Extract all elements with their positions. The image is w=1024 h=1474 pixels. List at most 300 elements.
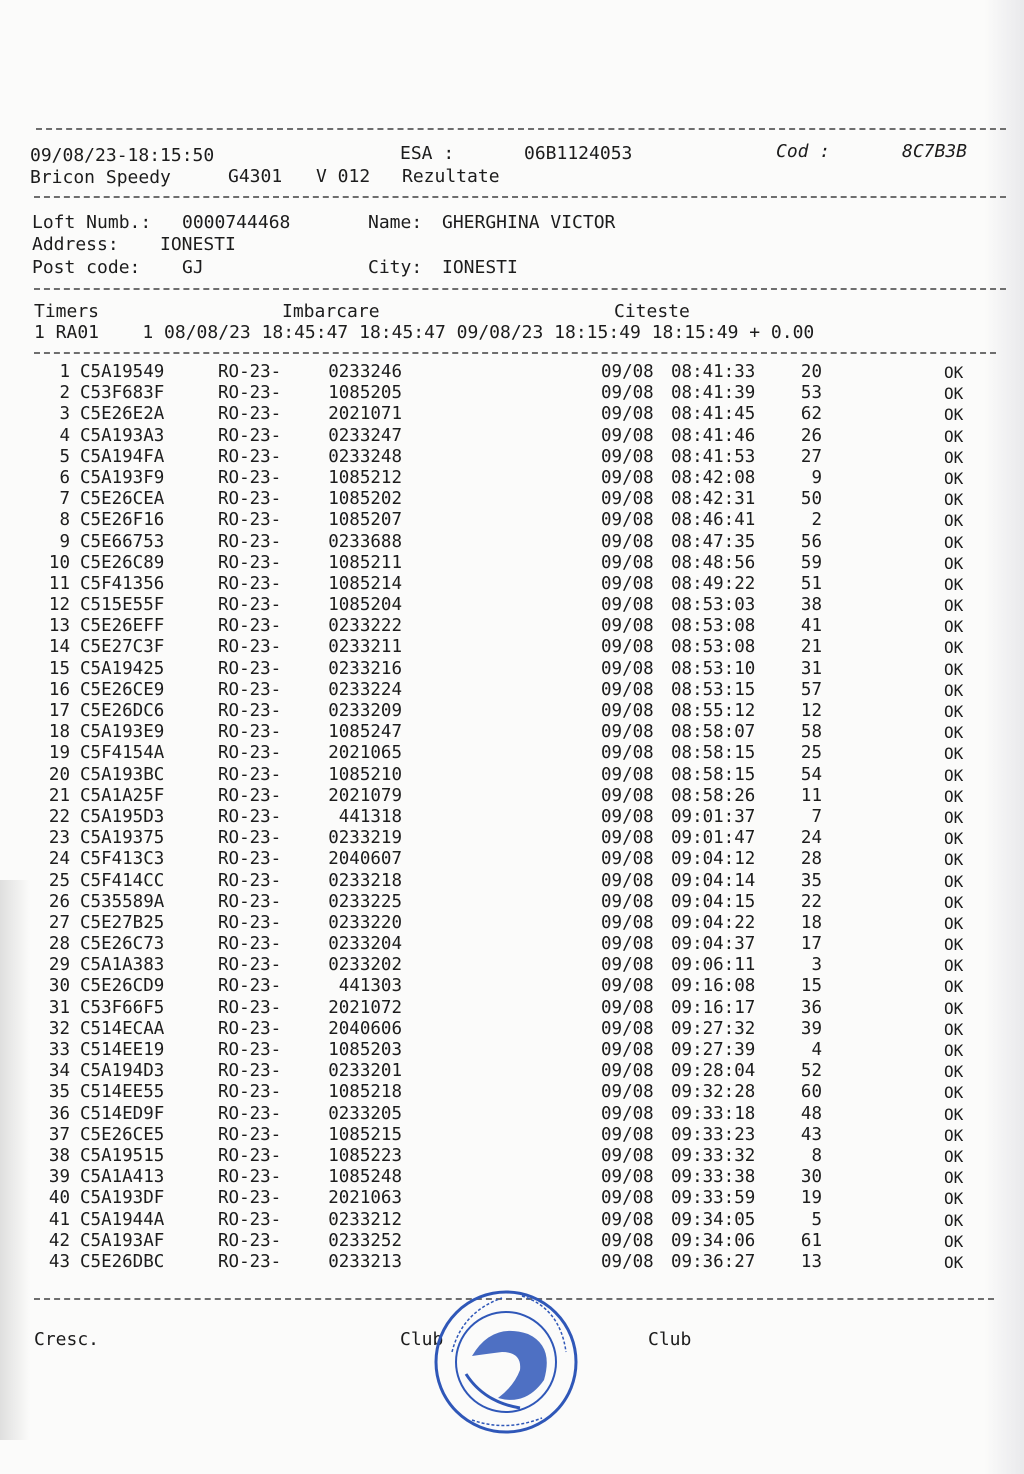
arrival-date: 09/08 [601,1230,654,1251]
arrival-time: 09:28:04 [671,1061,756,1082]
row-index: 18 [48,722,70,743]
arrival-time: 08:42:08 [671,467,756,488]
position: 50 [800,489,822,510]
table-row [0,765,1024,786]
ring-number: 0233225 [328,891,402,912]
arrival-date: 09/08 [601,955,654,976]
row-index: 23 [48,828,70,849]
position: 61 [800,1230,822,1251]
ring-number: 1085218 [328,1082,402,1103]
status-ok: OK [944,1019,964,1039]
arrival-date: 09/08 [601,637,654,658]
ring-number: 0233222 [328,616,402,637]
ring-number: 2021065 [328,743,402,764]
arrival-date: 09/08 [601,531,654,552]
row-index: 33 [48,1040,70,1060]
ring-prefix: RO-23- [218,1145,282,1166]
name-value: GHERGHINA VICTOR [442,212,616,233]
arrival-time: 08:47:35 [671,531,756,552]
arrival-date: 09/08 [601,1061,654,1082]
imbarcare-header: Imbarcare [282,301,380,322]
separator-header [34,196,1006,198]
arrival-time: 08:41:39 [671,383,756,404]
ring-number: 1085203 [328,1040,402,1060]
position: 30 [800,1167,822,1188]
ring-prefix: RO-23- [218,446,282,467]
arrival-date: 09/08 [601,1082,654,1103]
row-index: 3 [59,404,70,425]
device-name: Bricon Speedy [30,167,171,188]
ring-prefix: RO-23- [218,362,282,382]
ring-number: 0233224 [328,679,402,700]
cresc-label: Cresc. [34,1329,100,1350]
status-ok: OK [944,1041,964,1060]
arrival-date: 09/08 [601,828,654,849]
status-ok: OK [944,1062,964,1082]
position: 31 [800,658,822,679]
table-row [0,913,1024,934]
ring-number: 1085248 [328,1167,402,1188]
citeste-header: Citeste [614,301,690,322]
position: 18 [800,912,822,933]
separator-fancier [34,288,1006,290]
position: 25 [800,743,822,764]
position: 28 [800,849,822,870]
arrival-date: 09/08 [601,701,654,721]
ring-prefix: RO-23- [218,679,282,700]
position: 36 [800,997,822,1018]
status-ok: OK [944,1125,964,1145]
arrival-time: 08:41:45 [671,404,756,425]
chip-code: C53F683F [80,383,165,404]
status-ok: OK [944,405,964,425]
device-model: G4301 [228,166,283,187]
arrival-time: 09:04:14 [671,870,756,891]
arrival-date: 09/08 [601,1124,654,1145]
status-ok: OK [944,1104,964,1124]
chip-code: C5A193DF [80,1188,165,1209]
position: 26 [800,425,822,446]
table-row [0,1252,1024,1273]
ring-number: 0233205 [328,1103,402,1124]
position: 62 [800,404,822,425]
position: 9 [811,467,822,488]
arrival-date: 09/08 [601,1251,654,1272]
table-row [0,828,1024,849]
status-ok: OK [944,786,964,806]
status-ok: OK [944,829,964,849]
ring-prefix: RO-23- [218,828,282,849]
row-index: 17 [48,701,70,721]
table-row [0,637,1024,658]
chip-code: C5A194FA [80,446,165,467]
table-row [0,892,1024,913]
report-title: Rezultate [402,166,500,187]
row-index: 37 [48,1124,70,1145]
club-label-left: Club [400,1329,444,1350]
separator-top [36,128,1006,130]
arrival-date: 09/08 [601,573,654,594]
row-index: 14 [48,637,70,658]
chip-code: C514ED9F [80,1103,165,1124]
status-ok: OK [944,913,964,933]
arrival-date: 09/08 [601,1145,654,1166]
city-label: City: [368,257,423,278]
arrival-time: 09:27:32 [671,1018,756,1039]
position: 8 [811,1145,822,1166]
row-index: 43 [48,1251,70,1272]
status-ok: OK [944,892,964,912]
arrival-time: 09:33:18 [671,1103,756,1124]
table-row [0,659,1024,680]
position: 17 [800,934,822,955]
arrival-time: 09:36:27 [671,1251,756,1272]
row-index: 4 [59,425,70,446]
chip-code: C5F414CC [80,870,165,891]
row-index: 40 [48,1188,70,1209]
ring-number: 1085223 [328,1145,402,1166]
table-row [0,1019,1024,1040]
ring-prefix: RO-23- [218,1167,282,1188]
ring-number: 0233219 [328,828,402,849]
position: 56 [800,531,822,552]
status-ok: OK [944,702,964,721]
arrival-date: 09/08 [601,658,654,679]
ring-prefix: RO-23- [218,658,282,679]
table-row [0,722,1024,743]
arrival-date: 09/08 [601,1103,654,1124]
arrival-time: 08:53:08 [671,637,756,658]
position: 19 [800,1188,822,1209]
row-index: 36 [48,1103,70,1124]
position: 43 [800,1124,822,1145]
table-row [0,383,1024,404]
chip-code: C5E26DC6 [80,701,165,721]
row-index: 30 [48,976,70,997]
row-index: 26 [48,891,70,912]
arrival-time: 08:41:33 [671,362,756,382]
ring-prefix: RO-23- [218,1061,282,1082]
post-code-label: Post code: [32,257,141,278]
arrival-date: 09/08 [601,1209,654,1230]
arrival-time: 08:53:08 [671,616,756,637]
chip-code: C5A1A383 [80,955,165,976]
ring-number: 1085205 [328,383,402,404]
table-row [0,955,1024,976]
status-ok: OK [944,1210,964,1230]
position: 48 [800,1103,822,1124]
arrival-time: 08:58:15 [671,764,756,785]
arrival-date: 09/08 [601,489,654,510]
table-row [0,1146,1024,1167]
ring-number: 1085215 [328,1124,402,1145]
position: 39 [800,1018,822,1039]
arrival-time: 08:46:41 [671,510,756,531]
table-row [0,1231,1024,1252]
chip-code: C5A19425 [80,658,165,679]
status-ok: OK [944,1189,964,1209]
status-ok: OK [944,1083,964,1103]
position: 57 [800,679,822,700]
ring-number: 2021079 [328,785,402,806]
club-label-right: Club [648,1329,692,1350]
position: 7 [811,806,822,827]
ring-prefix: RO-23- [218,912,282,933]
chip-code: C5A193BC [80,764,165,785]
ring-prefix: RO-23- [218,425,282,446]
address-value: IONESTI [160,234,236,255]
status-ok: OK [944,511,964,531]
arrival-date: 09/08 [601,1018,654,1039]
table-row [0,553,1024,574]
device-version: V 012 [316,166,371,187]
arrival-date: 09/08 [601,722,654,743]
status-ok: OK [944,977,964,997]
arrival-time: 09:33:23 [671,1124,756,1145]
chip-code: C5E26F16 [80,510,165,531]
table-row [0,1061,1024,1082]
ring-number: 0233688 [328,531,402,552]
ring-number: 2040606 [328,1018,402,1039]
arrival-date: 09/08 [601,870,654,891]
status-ok: OK [944,1231,964,1251]
table-row [0,1188,1024,1209]
ring-prefix: RO-23- [218,1018,282,1039]
status-ok: OK [944,617,964,637]
ring-number: 0233252 [328,1230,402,1251]
row-index: 11 [48,573,70,594]
row-index: 25 [48,870,70,891]
status-ok: OK [944,468,964,488]
arrival-date: 09/08 [601,976,654,997]
arrival-time: 08:41:53 [671,446,756,467]
status-ok: OK [944,447,964,467]
ring-prefix: RO-23- [218,595,282,616]
table-row [0,595,1024,616]
arrival-date: 09/08 [601,849,654,870]
arrival-time: 09:04:37 [671,934,756,955]
ring-number: 0233216 [328,658,402,679]
chip-code: C5A19375 [80,828,165,849]
print-datetime: 09/08/23-18:15:50 [30,145,215,166]
ring-prefix: RO-23- [218,1230,282,1251]
ring-prefix: RO-23- [218,891,282,912]
table-row [0,743,1024,764]
arrival-date: 09/08 [601,934,654,955]
ring-number: 0233204 [328,934,402,955]
ring-number: 0233212 [328,1209,402,1230]
position: 4 [811,1040,822,1060]
arrival-time: 08:58:26 [671,785,756,806]
cod-value: 8C7B3B [902,141,968,162]
status-ok: OK [944,638,964,658]
row-index: 27 [48,912,70,933]
name-label: Name: [368,212,423,233]
status-ok: OK [944,426,964,446]
ring-number: 2021072 [328,997,402,1018]
ring-number: 0233220 [328,912,402,933]
ring-prefix: RO-23- [218,1082,282,1103]
ring-number: 0233218 [328,870,402,891]
chip-code: C514EE19 [80,1040,165,1060]
status-ok: OK [944,850,964,870]
chip-code: C5A19515 [80,1145,165,1166]
chip-code: C5E26CE9 [80,679,165,700]
table-row [0,1104,1024,1125]
ring-prefix: RO-23- [218,489,282,510]
ring-number: 1085204 [328,595,402,616]
loft-value: 0000744468 [182,212,291,233]
ring-prefix: RO-23- [218,764,282,785]
ring-prefix: RO-23- [218,1188,282,1209]
ring-number: 0233213 [328,1251,402,1272]
arrival-date: 09/08 [601,679,654,700]
arrival-time: 09:06:11 [671,955,756,976]
arrival-time: 09:04:15 [671,891,756,912]
ring-number: 0233201 [328,1061,402,1082]
arrival-time: 08:58:15 [671,743,756,764]
chip-code: C5A194D3 [80,1061,165,1082]
position: 59 [800,552,822,573]
row-index: 35 [48,1082,70,1103]
ring-number: 0233211 [328,637,402,658]
row-index: 38 [48,1145,70,1166]
row-index: 22 [48,806,70,827]
post-code-value: GJ [182,257,204,278]
table-row [0,807,1024,828]
arrival-time: 09:01:47 [671,828,756,849]
chip-code: C535589A [80,891,165,912]
status-ok: OK [944,490,964,510]
status-ok: OK [944,1252,964,1272]
status-ok: OK [944,765,964,785]
arrival-time: 08:48:56 [671,552,756,573]
status-ok: OK [944,807,964,827]
chip-code: C5E26CD9 [80,976,165,997]
row-index: 39 [48,1167,70,1188]
row-index: 21 [48,785,70,806]
table-row [0,701,1024,722]
chip-code: C5A1A25F [80,785,165,806]
position: 13 [800,1251,822,1272]
position: 3 [811,955,822,976]
chip-code: C5E66753 [80,531,165,552]
row-index: 13 [48,616,70,637]
row-index: 1 [59,362,70,382]
status-ok: OK [944,1168,964,1188]
ring-number: 1085247 [328,722,402,743]
status-ok: OK [944,384,964,404]
position: 11 [800,785,822,806]
table-row [0,998,1024,1019]
ring-prefix: RO-23- [218,785,282,806]
ring-number: 0233202 [328,955,402,976]
table-row [0,976,1024,997]
timer-line: 1 RA01 1 08/08/23 18:45:47 18:45:47 09/08/23 18:15:49 18:15:49 + 0.00 [34,322,815,343]
status-ok: OK [944,532,964,552]
ring-prefix: RO-23- [218,383,282,404]
ring-prefix: RO-23- [218,1040,282,1060]
status-ok: OK [944,744,964,764]
ring-prefix: RO-23- [218,955,282,976]
ring-prefix: RO-23- [218,616,282,637]
row-index: 42 [48,1230,70,1251]
ring-number: 1085207 [328,510,402,531]
table-row [0,489,1024,510]
table-row [0,849,1024,870]
status-ok: OK [944,1146,964,1166]
position: 52 [800,1061,822,1082]
ring-number: 2021063 [328,1188,402,1209]
table-row [0,934,1024,955]
table-row [0,447,1024,468]
esa-value: 06B1124053 [524,143,633,164]
ring-prefix: RO-23- [218,1103,282,1124]
arrival-time: 09:04:12 [671,849,756,870]
chip-code: C5E27B25 [80,912,165,933]
chip-code: C5E26C89 [80,552,165,573]
ring-prefix: RO-23- [218,1124,282,1145]
arrival-date: 09/08 [601,595,654,616]
table-row [0,871,1024,892]
ring-number: 441318 [338,806,402,827]
ring-prefix: RO-23- [218,531,282,552]
ring-prefix: RO-23- [218,1251,282,1272]
ring-number: 1085210 [328,764,402,785]
arrival-time: 09:32:28 [671,1082,756,1103]
arrival-date: 09/08 [601,510,654,531]
row-index: 28 [48,934,70,955]
ring-number: 0233209 [328,701,402,721]
ring-number: 0233247 [328,425,402,446]
chip-code: C5A193AF [80,1230,165,1251]
position: 15 [800,976,822,997]
ring-prefix: RO-23- [218,870,282,891]
chip-code: C5E26DBC [80,1251,165,1272]
table-row [0,1167,1024,1188]
arrival-date: 09/08 [601,806,654,827]
table-row [0,786,1024,807]
table-row [0,616,1024,637]
position: 20 [800,362,822,382]
chip-code: C5E27C3F [80,637,165,658]
position: 27 [800,446,822,467]
status-ok: OK [944,574,964,594]
table-row [0,1125,1024,1146]
arrival-date: 09/08 [601,552,654,573]
row-index: 41 [48,1209,70,1230]
arrival-date: 09/08 [601,1040,654,1060]
arrival-time: 09:04:22 [671,912,756,933]
arrival-date: 09/08 [601,891,654,912]
arrival-time: 08:53:10 [671,658,756,679]
arrival-time: 08:42:31 [671,489,756,510]
row-index: 6 [59,467,70,488]
arrival-time: 09:34:06 [671,1230,756,1251]
status-ok: OK [944,553,964,573]
ring-prefix: RO-23- [218,1209,282,1230]
cod-label: Cod : [776,141,831,162]
arrival-time: 08:53:15 [671,679,756,700]
chip-code: C5E26E2A [80,404,165,425]
ring-prefix: RO-23- [218,997,282,1018]
chip-code: C5A1944A [80,1209,165,1230]
row-index: 2 [59,383,70,404]
address-label: Address: [32,234,119,255]
ring-prefix: RO-23- [218,976,282,997]
table-row [0,1040,1024,1061]
status-ok: OK [944,998,964,1018]
